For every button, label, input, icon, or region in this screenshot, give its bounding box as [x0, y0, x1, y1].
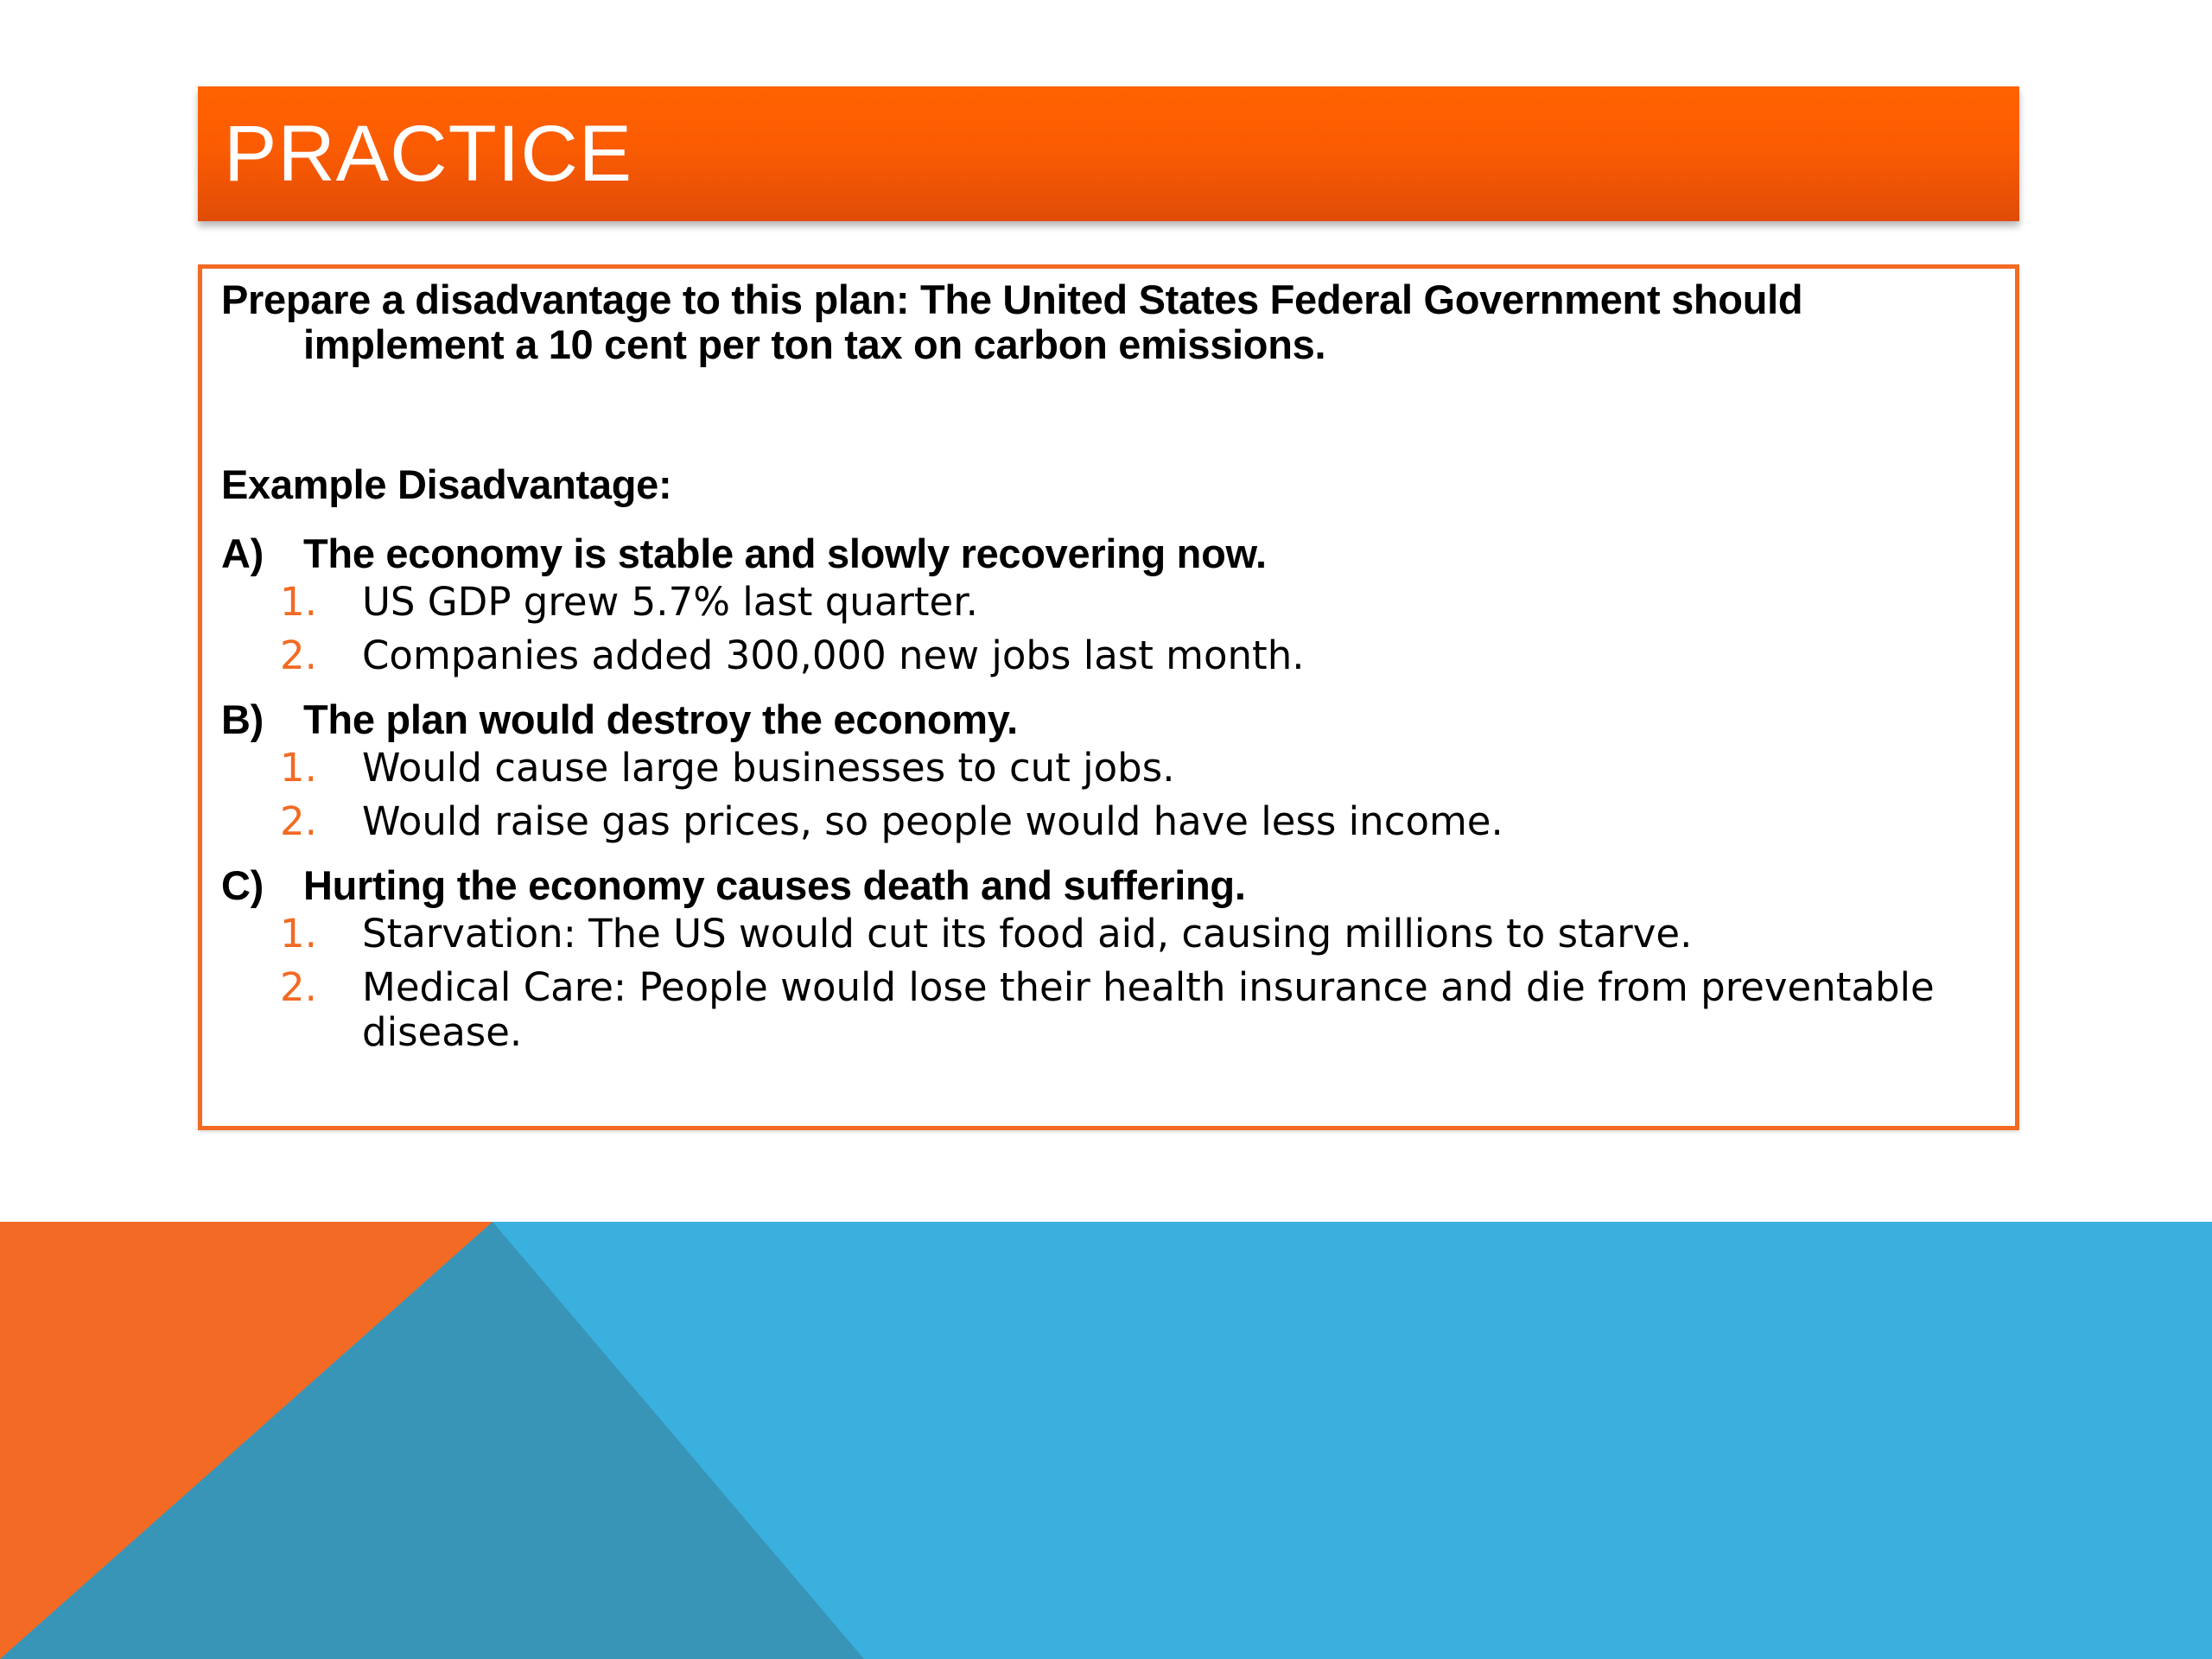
list-item [221, 746, 1980, 791]
sub-number: 1. [280, 745, 317, 791]
sub-list [221, 912, 1980, 1055]
sub-number: 1. [280, 579, 317, 625]
point-c [221, 860, 1980, 1055]
content-box [198, 264, 2019, 1130]
list-item [221, 965, 1980, 1055]
point-b [221, 694, 1980, 844]
sub-text: Medical Care: People would lose their health insurance and die from preventable disease. [362, 964, 1935, 1055]
point-a-line [221, 528, 1980, 580]
content-body [221, 276, 1980, 1055]
plan-prompt: Prepare a disadvantage to this plan: The United States Federal Government should implement a 10 cent per ton tax on carbon emissions. [221, 276, 1803, 367]
sub-list [221, 580, 1980, 678]
list-item [221, 633, 1980, 678]
point-text: Hurting the economy causes death and suffering. [303, 862, 1246, 908]
list-item [221, 799, 1980, 844]
point-b-line [221, 694, 1980, 746]
sub-text: Companies added 300,000 new jobs last month. [362, 632, 1305, 678]
title-bar [198, 86, 2019, 221]
point-text: The plan would destroy the economy. [303, 696, 1018, 742]
point-a [221, 528, 1980, 678]
point-c-line [221, 860, 1980, 912]
sub-text: Would raise gas prices, so people would have less income. [362, 798, 1503, 844]
sub-number: 2. [280, 632, 317, 678]
sub-number: 1. [280, 911, 317, 957]
sub-number: 2. [280, 798, 317, 844]
point-letter: B) [221, 696, 264, 742]
sub-list [221, 746, 1980, 844]
point-letter: C) [221, 862, 264, 908]
sub-text: Would cause large businesses to cut jobs. [362, 745, 1175, 791]
point-text: The economy is stable and slowly recovering now. [303, 531, 1267, 576]
disadvantage-points [221, 528, 1980, 1071]
example-heading: Example Disadvantage: [221, 461, 672, 507]
slide-title: PRACTICE [224, 110, 633, 198]
list-item [221, 580, 1980, 625]
sub-number: 2. [280, 964, 317, 1010]
point-letter: A) [221, 531, 264, 576]
list-item [221, 912, 1980, 957]
sub-text: US GDP grew 5.7% last quarter. [362, 579, 978, 625]
sub-text: Starvation: The US would cut its food aid, causing millions to starve. [362, 911, 1693, 957]
decorative-shapes [0, 1222, 2212, 1659]
